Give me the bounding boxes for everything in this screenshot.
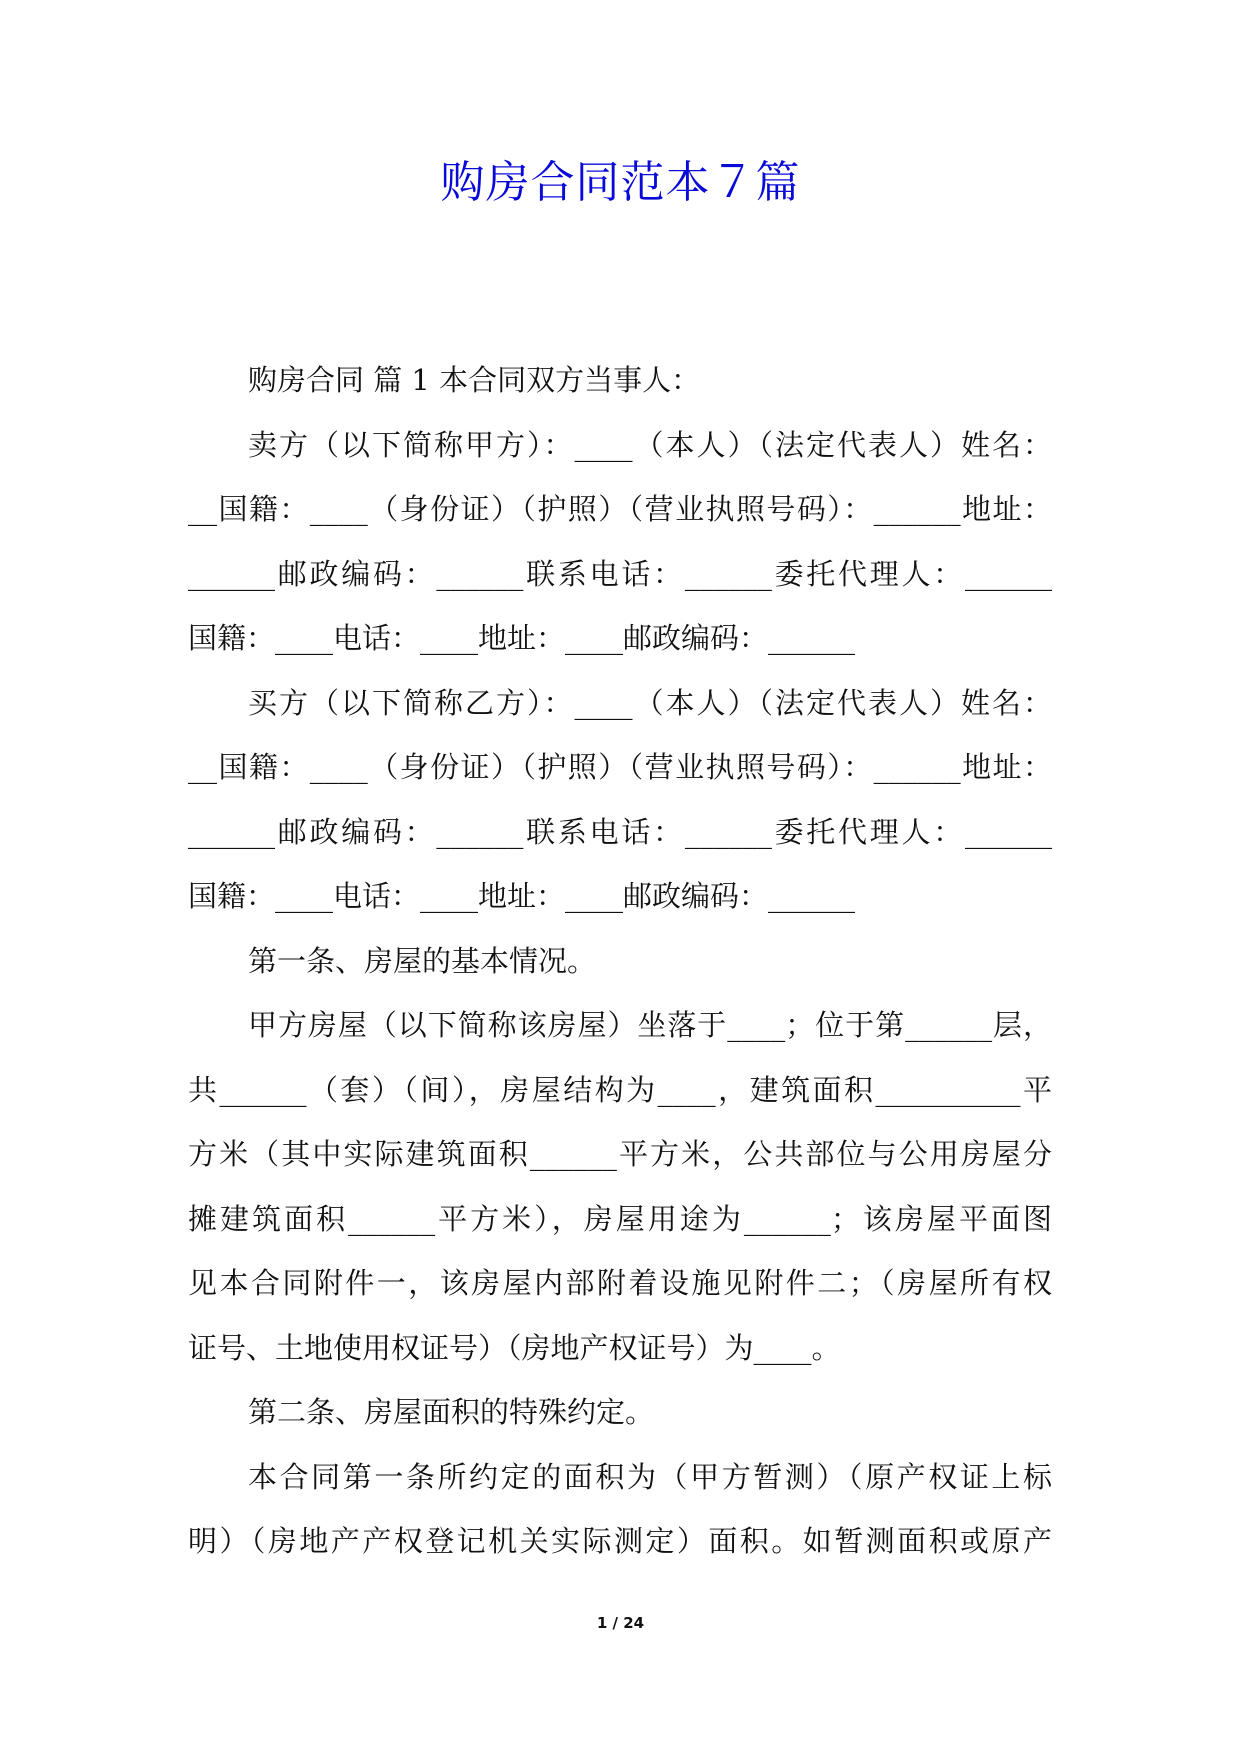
- paragraph-line: 见本合同附件一，该房屋内部附着设施见附件二；（房屋所有权: [188, 1266, 1052, 1300]
- paragraph-line: 国籍：____电话：____地址：____邮政编码：______: [188, 621, 856, 655]
- paragraph-line: 本合同第一条所约定的面积为（甲方暂测）（原产权证上标: [248, 1459, 1052, 1494]
- paragraph-line: 买方（以下简称乙方）：____（本人）（法定代表人）姓名：: [248, 685, 1052, 720]
- paragraph-line: 证号、土地使用权证号）（房地产权证号）为____。: [188, 1330, 841, 1365]
- paragraph-line: 国籍：____电话：____地址：____邮政编码：______: [188, 879, 856, 913]
- section-heading: 第一条、房屋的基本情况。: [248, 943, 597, 978]
- section-heading: 第二条、房屋面积的特殊约定。: [248, 1395, 655, 1429]
- paragraph-line: 卖方（以下简称甲方）：____（本人）（法定代表人）姓名：: [248, 427, 1052, 462]
- paragraph-line: __国籍：____（身份证）（护照）（营业执照号码）：______地址：: [188, 750, 1052, 784]
- paragraph-line: ______邮政编码：______联系电话：______委托代理人：______: [188, 814, 1052, 849]
- paragraph-line: 方米（其中实际建筑面积______平方米，公共部位与公用房屋分: [188, 1137, 1052, 1171]
- paragraph-line: 明）（房地产产权登记机关实际测定）面积。如暂测面积或原产: [188, 1524, 1052, 1558]
- paragraph-line: 购房合同 篇 1 本合同双方当事人：: [248, 363, 701, 397]
- paragraph-line: 甲方房屋（以下简称该房屋）坐落于____；位于第______层，: [248, 1008, 1052, 1042]
- paragraph-line: __国籍：____（身份证）（护照）（营业执照号码）：______地址：: [188, 492, 1052, 526]
- paragraph-line: ______邮政编码：______联系电话：______委托代理人：______: [188, 556, 1052, 591]
- paragraph-line: 共______（套）（间），房屋结构为____，建筑面积__________平: [188, 1072, 1052, 1107]
- page-number: 1 / 24: [596, 1614, 645, 1632]
- paragraph-line: 摊建筑面积______平方米），房屋用途为______；该房屋平面图: [188, 1201, 1052, 1236]
- document-body: [188, 358, 1052, 1584]
- document-title: 购房合同范本７篇: [440, 157, 801, 208]
